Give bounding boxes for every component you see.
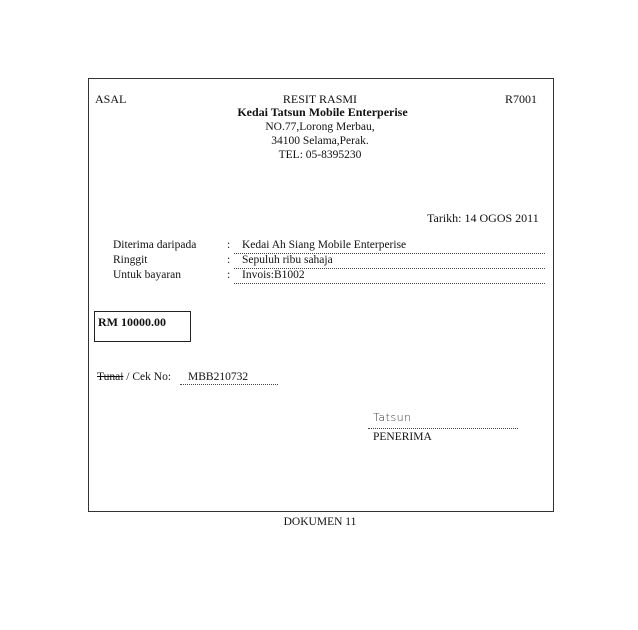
field-underline bbox=[234, 283, 545, 284]
payment-slash: / bbox=[123, 371, 133, 383]
field-value-received-from: Kedai Ah Siang Mobile Enterperise bbox=[242, 239, 407, 251]
copy-label: ASAL bbox=[95, 92, 127, 106]
phone-number: TEL: 05-8395230 bbox=[278, 149, 362, 161]
signature-line bbox=[368, 428, 518, 429]
field-separator: : bbox=[227, 239, 231, 251]
field-separator: : bbox=[227, 269, 231, 281]
cheque-label: Cek No: bbox=[132, 371, 172, 383]
cheque-number: MBB210732 bbox=[188, 371, 249, 383]
cash-label: Tunai bbox=[97, 371, 124, 383]
address-line-1: NO.77,Lorong Merbau, bbox=[265, 121, 375, 133]
cheque-underline bbox=[180, 384, 278, 385]
field-value-payment-for: Invois:B1002 bbox=[242, 269, 305, 281]
field-label-received-from: Diterima daripada bbox=[113, 239, 197, 251]
receipt-number: R7001 bbox=[505, 92, 538, 106]
document-label: DOKUMEN 11 bbox=[283, 516, 357, 528]
address-line-2: 34100 Selama,Perak. bbox=[271, 135, 369, 147]
receiver-label: PENERIMA bbox=[373, 431, 432, 443]
receipt-date: Tarikh: 14 OGOS 2011 bbox=[427, 211, 539, 225]
amount-value: RM 10000.00 bbox=[98, 315, 166, 329]
payment-method-line bbox=[97, 370, 171, 384]
receipt-title: RESIT RASMI bbox=[282, 92, 358, 106]
field-label-payment-for: Untuk bayaran bbox=[113, 269, 182, 281]
field-separator: : bbox=[227, 254, 231, 266]
field-value-ringgit: Sepuluh ribu sahaja bbox=[242, 254, 333, 266]
company-name: Kedai Tatsun Mobile Enterperise bbox=[237, 105, 408, 119]
field-label-ringgit: Ringgit bbox=[113, 254, 148, 266]
signature: Tatsun bbox=[373, 411, 412, 424]
